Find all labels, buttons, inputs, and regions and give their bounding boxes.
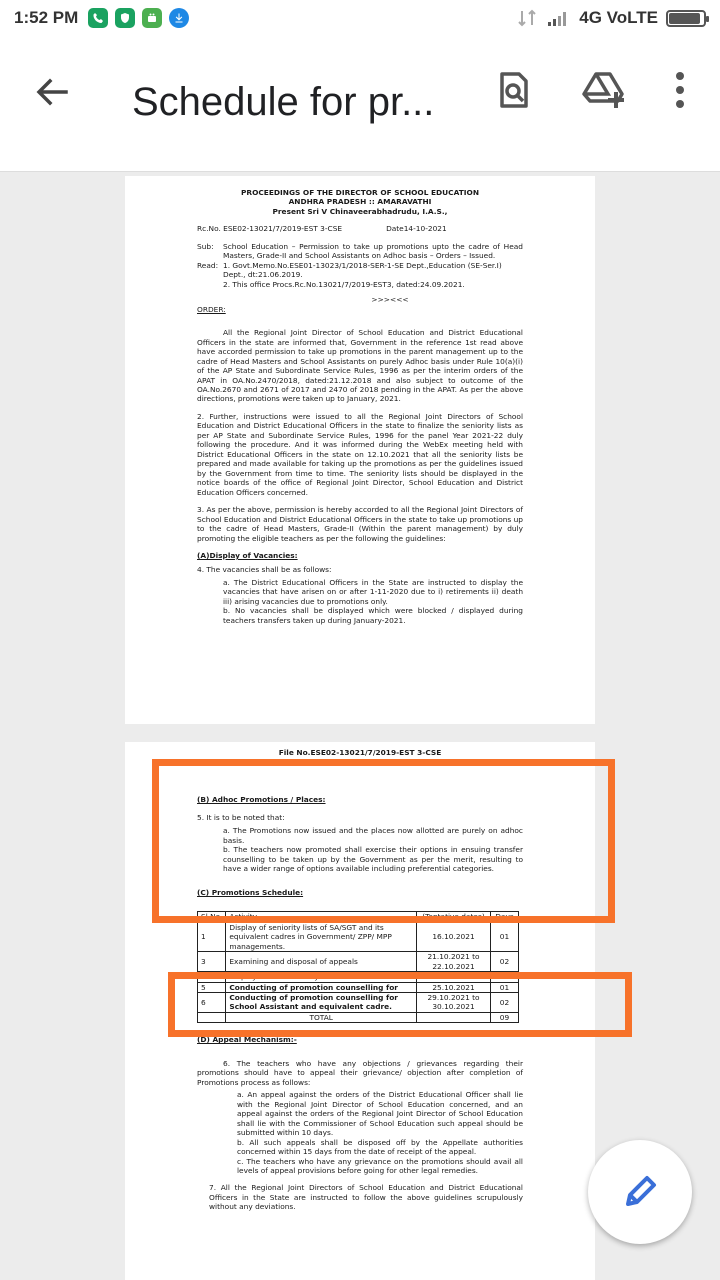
total-label: TOTAL	[226, 1012, 417, 1022]
paragraph-4a: a. The District Educational Officers in the State are instructed to display the vacancies that have arisen on or after 1-11-2020 due to i) retirements ii) death iii) arising vacancies due to promotions only.	[223, 577, 523, 606]
paragraph-6a: a. An appeal against the orders of the District Educational Officer shall lie with the Regional Joint Director of School Education concerned, and an appeal against the orders of the Regional Joint Director of School Education shall lie with the Commissioner of School Education such appeal should be submitted within 10 days.	[237, 1090, 523, 1138]
section-b-heading: (B) Adhoc Promotions / Places:	[197, 795, 326, 805]
shield-icon	[115, 8, 135, 28]
data-transfer-icon	[517, 9, 539, 27]
cell-days: 02	[491, 992, 519, 1012]
download-icon	[169, 8, 189, 28]
paragraph-3: 3. As per the above, permission is hereby accorded to all the Regional Joint Directors of School Education and District Educational Officers in the state to take up promotions up to the cadre of Head Masters, Grade-II (Within the parent management) by duly promoting the eligible teachers as per the following the guidelines:	[197, 505, 523, 543]
header-sl: Sl.No.	[198, 912, 226, 922]
cell-dates: 21.10.2021 to 22.10.2021	[417, 952, 491, 972]
edit-button[interactable]	[588, 1140, 692, 1244]
highlight-box-appeals-rows	[168, 972, 632, 1037]
read-item-2: 2. This office Procs.Rc.No.13021/7/2019-EST3, dated:24.09.2021.	[223, 279, 465, 289]
header-dates: (Tentative dates)	[417, 912, 491, 922]
highlight-box-adhoc-promotions	[152, 759, 615, 923]
document-title: Schedule for pr...	[132, 80, 435, 124]
paragraph-1: All the Regional Joint Director of School Education and District Educational Officers in the state are informed that, Government in the reference 1st read above have accorded permission to take up promotions in the parent management up to the cadre of Head Masters and School Assistants on purely Adhoc basis under Rule 10(a)(i) of the AP State and Subordinate Service Rules, 1996 as per the interim orders of the APAT in OA.No.2470/2018, dated:21.12.2018 and also subject to outcome of the OA.No.2670 and 2671 of 2017 and 2470 of 2018 pending in the APAT. As per the above directions, promotions were taken up to January, 2021.	[197, 328, 523, 404]
read-label: Read:	[197, 260, 219, 270]
app-bar	[0, 36, 720, 172]
phone-icon	[88, 8, 108, 28]
total-days: 09	[491, 1012, 519, 1022]
cell-days: 01	[491, 922, 519, 951]
sub-label: Sub:	[197, 241, 214, 251]
subject-block	[197, 242, 523, 261]
paragraph-6c: c. The teachers who have any grievance on the promotions should avail all levels of appeal provisions before going for other legal remedies.	[237, 1156, 523, 1175]
paragraph-4b: b. No vacancies shall be displayed which were blocked / displayed during teachers transfers taken up during January-2021.	[223, 606, 523, 625]
find-in-document-icon[interactable]	[494, 70, 534, 110]
cell-dates: 29.10.2021 to 30.10.2021	[417, 992, 491, 1012]
heading-line-2: ANDHRA PRADESH :: AMARAVATHI	[288, 197, 432, 207]
section-a-heading: (A)Display of Vacancies:	[197, 551, 298, 560]
signal-icon	[547, 9, 571, 27]
reference-line	[197, 224, 523, 233]
cell-days: 01	[491, 982, 519, 992]
table-row	[198, 952, 519, 972]
section-d-heading: (D) Appeal Mechanism:-	[197, 1035, 297, 1045]
paragraph-4: 4. The vacancies shall be as follows:	[197, 565, 332, 575]
status-bar	[0, 0, 720, 36]
cell-activity: Examining and disposal of appeals	[226, 952, 417, 972]
order-label: ORDER:	[197, 304, 226, 314]
cell-sl: 5	[198, 982, 226, 992]
paragraph-5a: a. The Promotions now issued and the places now allotted are purely on adhoc basis.	[223, 826, 523, 845]
table-row	[198, 922, 519, 951]
read-block	[197, 261, 523, 289]
network-label: 4G VoLTE	[579, 8, 658, 27]
paragraph-5b: b. The teachers now promoted shall exercise their options in ensuing transfer counselling to be taken up by the Government as per the merit, resulting to have a wider range of options available including preferential categories.	[223, 845, 523, 874]
cell-sl: 3	[198, 952, 226, 972]
section-c-heading: (C) Promotions Schedule:	[197, 887, 304, 897]
more-options-icon[interactable]	[660, 70, 700, 110]
cell-dates: 25.10.2021	[417, 982, 491, 992]
paragraph-6b: b. All such appeals shall be disposed off by the Appellate authorities concerned within 15 days from the date of receipt of the appeal.	[237, 1137, 523, 1157]
cell-days: 01	[491, 972, 519, 982]
sub-text: School Education – Permission to take up promotions upto the cadre of Head Masters, Grade-II and School Assistants on Adhoc basis – Orders – Issued.	[223, 241, 523, 261]
cell-sl: 6	[198, 992, 226, 1012]
edit-pencil-icon	[620, 1172, 660, 1212]
separator: >>><<<	[371, 295, 409, 305]
cell-dates: 16.10.2021	[417, 922, 491, 951]
document-page-1	[125, 176, 595, 724]
cell-sl: 4	[198, 972, 226, 982]
paragraph-5: 5. It is to be noted that:	[197, 812, 285, 822]
header-activity: Activity	[226, 912, 417, 922]
add-to-drive-icon[interactable]	[582, 70, 622, 110]
clock: 1:52 PM	[14, 8, 79, 27]
battery-icon	[666, 10, 706, 27]
file-number: File No.ESE02-13021/7/2019-EST 3-CSE	[278, 748, 442, 757]
android-icon	[142, 8, 162, 28]
cell-activity: Display of final seniority	[226, 972, 417, 982]
rc-number: Rc.No. ESE02-13021/7/2019-EST 3-CSE	[197, 224, 343, 234]
heading-line-3: Present Sri V Chinaveerabhadrudu, I.A.S.,	[272, 206, 448, 216]
cell-days: 02	[491, 952, 519, 972]
paragraph-7: 7. All the Regional Joint Directors of School Education and District Educational Officers in the State are instructed to follow the above guidelines scrupulously without any deviations.	[209, 1183, 523, 1212]
cell-dates: 23.10.2021	[417, 972, 491, 982]
cell-activity: Conducting of promotion counselling for	[226, 982, 417, 992]
header-days: Days	[491, 912, 519, 922]
read-item-1: 1. Govt.Memo.No.ESE01-13023/1/2018-SER-1-SE Dept.,Education (SE-Ser.I) Dept., dt:21.06.2019.	[223, 260, 502, 280]
paragraph-2: 2. Further, instructions were issued to all the Regional Joint Directors of School Education and District Educational Officers in the state to finalize the seniority lists as per AP State and Subordinate Service Rules, 1996 for the panel Year 2021-22 duly following the procedure. And it was informed during the WebEx meeting held with District Educational Officers in the state on 12.10.2021 that all the seniority lists be prepared and made available for taking up the promotions as per the guidelines issued by the Government from time to time. The seniority lists should be displayed in the notice boards of the office of Regional Joint Director, School Education and District Education Officers concerned.	[197, 411, 523, 497]
cell-sl: 1	[198, 922, 226, 951]
heading-line-1: PROCEEDINGS OF THE DIRECTOR OF SCHOOL EDUCATION	[240, 188, 480, 197]
cell-activity: Display of seniority lists of SA/SGT and its equivalent cadres in Government/ ZPP/ MPP managements.	[226, 922, 417, 951]
back-arrow-icon[interactable]	[30, 70, 74, 114]
paragraph-6: 6. The teachers who have any objections / grievances regarding their promotions should have to appeal their grievance/ objection after completion of Promotions process as follows:	[197, 1058, 523, 1087]
order-date: Date14-10-2021	[386, 224, 447, 234]
cell-activity: Conducting of promotion counselling for School Assistant and equivalent cadre.	[226, 992, 417, 1012]
status-right	[517, 0, 706, 36]
